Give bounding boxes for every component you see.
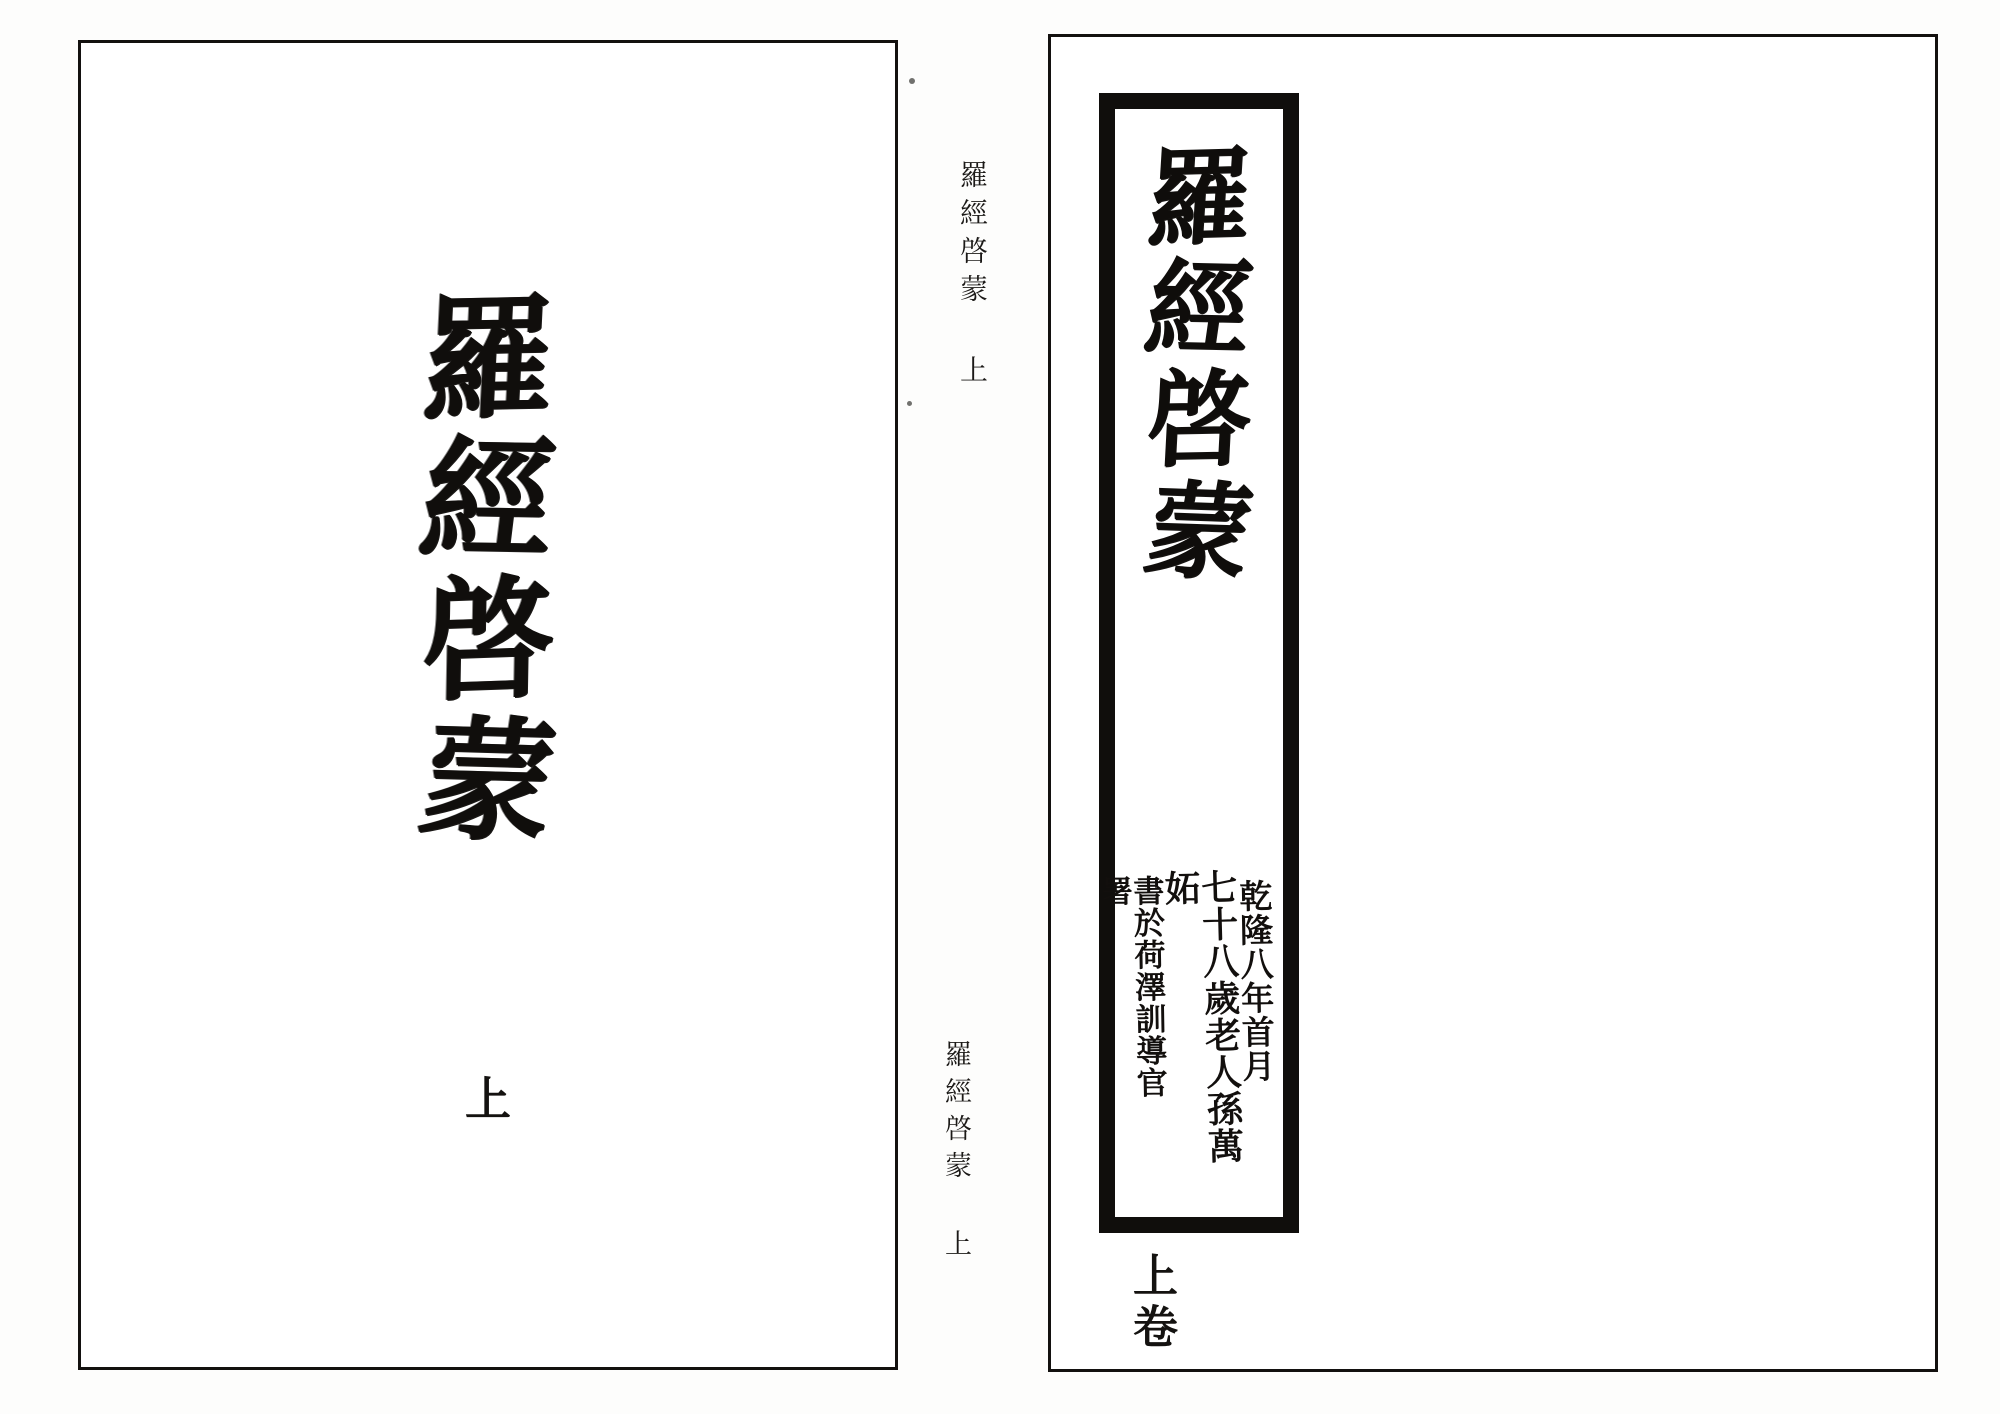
- colophon-line-3: 書於荷澤訓導官署: [1095, 874, 1167, 1100]
- title-char-2: 經: [412, 421, 564, 579]
- spine-label-top: 羅經啓蒙 上: [956, 160, 989, 393]
- colophon-line-1: 乾隆八年首月: [1234, 878, 1278, 1084]
- cartouche-inner-border: [1095, 106, 1286, 1220]
- woodblock-cartouche: [1095, 93, 1299, 1233]
- cartouche-title-char-4: 蒙: [1136, 467, 1262, 595]
- cartouche-title-char-2: 經: [1138, 246, 1260, 372]
- title-char-4: 蒙: [410, 702, 566, 861]
- left-page-title: [81, 280, 895, 861]
- scan-speck: [907, 401, 912, 406]
- right-page-volume-label: 上卷: [1125, 1252, 1178, 1354]
- cartouche-title-char-1: 羅: [1143, 134, 1255, 261]
- colophon-line-2: 七十八歲老人孫萬妬: [1158, 868, 1244, 1165]
- left-page-volume-mark: 上: [465, 1072, 511, 1126]
- cartouche-title: [1115, 134, 1283, 595]
- right-page-frame: [1048, 34, 1938, 1372]
- title-char-1: 羅: [418, 280, 558, 439]
- title-char-3: 啓: [420, 560, 556, 721]
- gutter: [930, 120, 1050, 1300]
- scan-speck: [909, 78, 915, 84]
- spine-label-bottom: 羅經啓蒙 上: [940, 1040, 971, 1266]
- cartouche-title-char-3: 啓: [1143, 357, 1255, 483]
- colophon: [1095, 868, 1278, 1199]
- left-page-frame: [78, 40, 898, 1370]
